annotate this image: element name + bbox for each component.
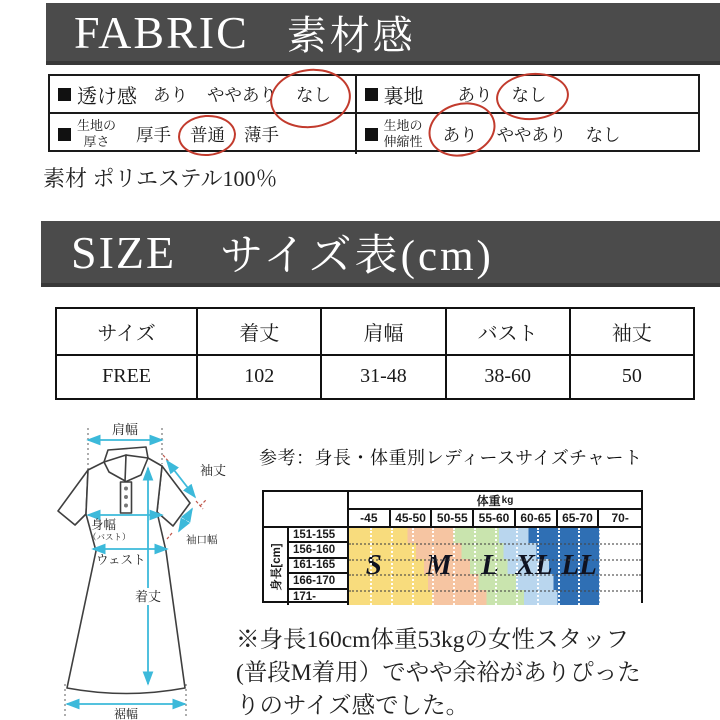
dotted-grid-hline [349,590,641,592]
weight-col-label: 65-70 [558,510,600,526]
weight-col-label: 55-60 [474,510,516,526]
size-table-value-size: FREE [57,354,196,399]
fit-note-line: (普段M着用）でやや余裕がありぴった [236,660,641,686]
size-table [55,307,695,400]
option-usude: 薄手 [244,124,280,145]
size-letter-ll: LL [561,548,597,581]
size-letter-xl: XL [515,548,553,581]
dotted-grid-vline [495,528,497,605]
chart-empty-corner-cell [264,492,349,528]
size-table-value-shoulder: 31-48 [320,354,444,399]
shoulder-width-label: 肩幅 [111,422,139,437]
option-ari-selected: あり [443,122,478,147]
height-row-labels [289,528,349,605]
weight-col-label: 45-50 [391,510,433,526]
height-row-label: 171- [293,591,317,604]
black-square-bullet-icon [58,88,71,101]
dotted-grid-vline [599,528,601,605]
body-width-sub-label: （バスト） [88,532,131,542]
option-atsude: 厚手 [136,124,172,145]
material-text: 素材 ポリエステル100％ [43,166,278,191]
dotted-grid-hline [349,559,641,561]
size-letter-l: L [481,548,499,581]
size-table-header-sleeve: 袖丈 [569,309,693,354]
dotted-grid-vline [391,528,393,605]
fabric-banner-title-en: FABRIC [74,6,249,58]
height-row-label: 166-170 [289,574,347,589]
option-futsuu-selected: 普通 [190,122,225,147]
size-letter-m: M [426,548,452,581]
option-nashi-selected: なし [512,82,547,107]
dotted-grid-vline [558,528,560,605]
size-letter-s: S [365,548,382,581]
dress-measurement-diagram [20,418,260,720]
size-table-value-length: 102 [196,354,320,399]
height-row-label: 151-155 [289,528,347,543]
option-nashi-selected: なし [296,82,331,107]
reference-size-chart [262,490,643,603]
fabric-property-table [48,74,700,152]
fabric-label-thickness: 生地の 厚さ [77,118,117,149]
dotted-grid-vline [453,528,455,605]
fabric-cell-stretch [355,112,698,154]
dotted-grid-vline [474,528,476,605]
option-ari: あり [153,84,188,105]
dotted-grid-vline [620,528,622,605]
dotted-grid-vline [412,528,414,605]
weight-col-label: 60-65 [516,510,558,526]
size-table-value-sleeve: 50 [569,354,693,399]
weight-col-label: 70- [611,511,629,525]
body-width-label: 身幅 [91,518,117,532]
cuff-width-label: 袖口幅 [186,534,218,546]
size-section-banner [41,221,720,287]
dotted-grid-hline [349,543,641,545]
option-nashi: なし [585,124,621,145]
black-square-bullet-icon [365,128,378,141]
fabric-label-lining: 裏地 [383,85,424,108]
dress-outline [58,447,190,694]
weight-axis-header: 体重 kg [349,492,641,510]
size-table-header-length: 着丈 [196,309,320,354]
dotted-grid-vline [370,528,372,605]
option-ari: あり [457,84,493,105]
size-table-header-shoulder: 肩幅 [320,309,444,354]
fit-note-line: りのサイズ感でした。 [236,693,470,719]
size-banner-title-ja: サイズ表(cm) [220,232,494,280]
reference-chart-title: 参考：身長・体重別レディースサイズチャート [259,448,643,468]
weight-col-label: -45 [349,510,391,526]
size-table-value-bust: 38-60 [445,354,569,399]
black-square-bullet-icon [365,88,378,101]
dotted-grid-vline [578,528,580,605]
sleeve-length-label: 袖丈 [200,463,227,478]
size-banner-title-en: SIZE [71,226,177,278]
hem-width-label: 裾幅 [113,707,139,720]
length-label: 着丈 [134,589,162,604]
fabric-section-banner [46,3,720,65]
fabric-label-stretch: 生地の 伸縮性 [383,118,423,149]
dotted-grid-vline [516,528,518,605]
dotted-grid-vline [537,528,539,605]
dotted-grid-hline [349,574,641,576]
fabric-label-sheerness: 透け感 [77,85,137,108]
size-table-header-size: サイズ [97,322,156,345]
weight-column-labels [349,510,641,528]
fabric-cell-lining [355,76,698,112]
size-band-matrix [349,528,641,605]
waist-label: ウェスト [96,553,146,567]
dotted-grid-vline [432,528,434,605]
fit-note-line: ※身長160cm体重53kgの女性スタッフ [236,627,629,653]
option-yaya-ari: ややあり [207,84,277,105]
height-axis-header: 身長[cm] [264,528,289,605]
height-row-label: 156-160 [289,543,347,558]
fit-note [236,624,720,720]
weight-col-label: 50-55 [432,510,474,526]
fabric-banner-title-ja: 素材感 [286,12,416,58]
size-table-header-bust: バスト [445,309,569,354]
height-row-label: 161-165 [289,559,347,574]
black-square-bullet-icon [58,128,71,141]
fabric-cell-sheerness [50,76,355,112]
fabric-cell-thickness [50,112,355,154]
option-yaya-ari: ややあり [496,124,567,145]
